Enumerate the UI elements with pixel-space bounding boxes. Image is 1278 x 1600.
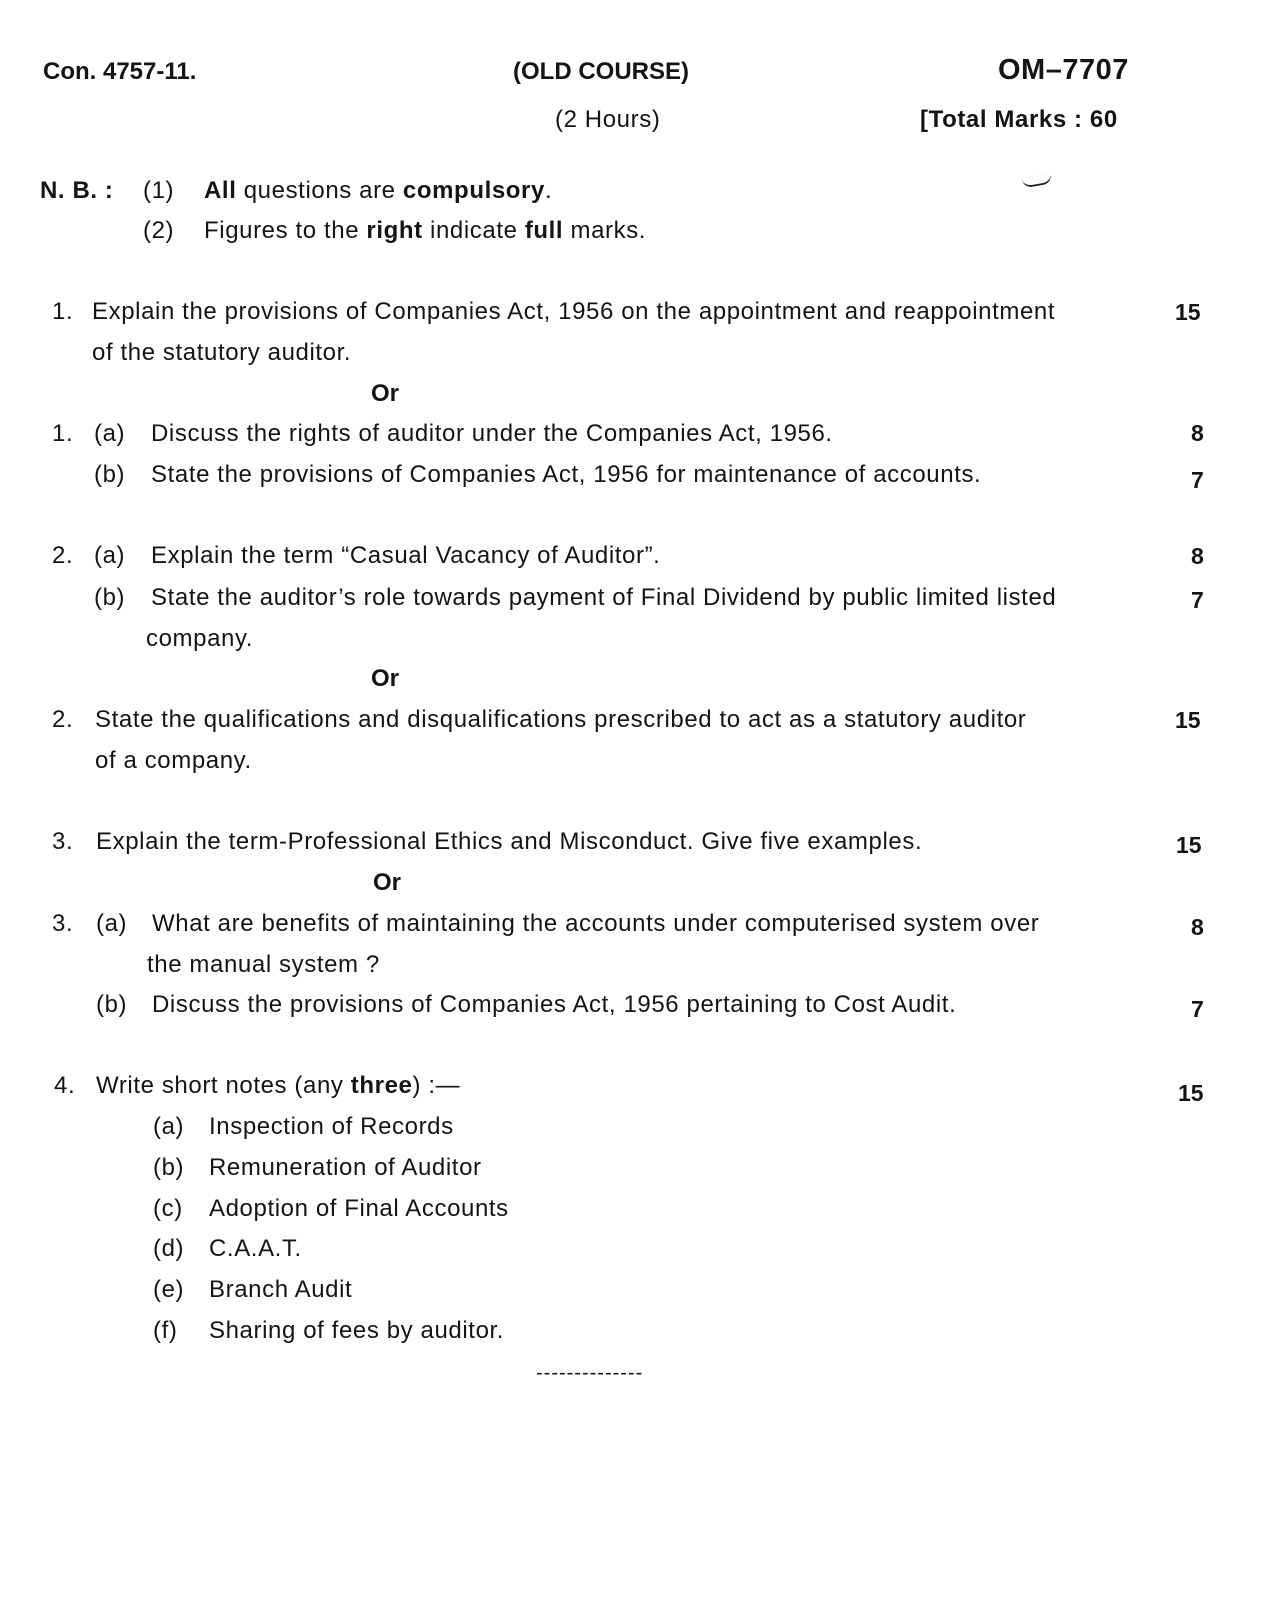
q3a-marks: 8: [1191, 914, 1204, 940]
q4-item-text: Remuneration of Auditor: [209, 1154, 482, 1181]
q4-item-label: (b): [153, 1154, 185, 1181]
note-num: (1): [143, 177, 175, 204]
q2a-marks: 8: [1191, 543, 1204, 569]
q1a-marks: 8: [1191, 420, 1204, 446]
q1b-text: State the provisions of Companies Act, 1956 for maintenance of accounts.: [151, 461, 982, 488]
q4-intro-text: ) :—: [412, 1072, 461, 1099]
q1b-marks: 7: [1191, 467, 1204, 493]
q4-item-label: (f): [153, 1317, 178, 1344]
q1-text: Explain the provisions of Companies Act, 1956 on the appointment and reappointment: [92, 298, 1056, 325]
q2a-text: Explain the term “Casual Vacancy of Auditor”.: [151, 542, 661, 569]
q2b-text: State the auditor’s role towards payment of Final Dividend by public limited listed: [151, 584, 1057, 611]
nb-label: N. B. :: [40, 177, 114, 204]
duration: (2 Hours): [555, 106, 661, 133]
q1a-label: (a): [94, 420, 126, 447]
end-of-paper-divider: --------------: [536, 1362, 644, 1384]
q3b-marks: 7: [1191, 996, 1204, 1022]
or-divider: Or: [373, 869, 402, 896]
q2b-marks: 7: [1191, 587, 1204, 613]
note-text: Figures to the: [204, 217, 367, 244]
note-text: right: [366, 217, 423, 244]
q4-item-label: (e): [153, 1276, 185, 1303]
q3a-text: What are benefits of maintaining the accounts under computerised system over: [152, 910, 1040, 937]
q4-item-text: Branch Audit: [209, 1276, 353, 1303]
q3-text: Explain the term-Professional Ethics and Misconduct. Give five examples.: [96, 828, 923, 855]
q3b-label: (b): [96, 991, 128, 1018]
q4-item-label: (a): [153, 1113, 185, 1140]
note-text: compulsory: [402, 177, 545, 204]
q2a-label: (a): [94, 542, 126, 569]
note-text: questions are: [236, 177, 403, 204]
q1-alt-number: 1.: [52, 420, 74, 447]
q1-text-cont: of the statutory auditor.: [92, 339, 352, 366]
q1-marks: 15: [1175, 299, 1201, 325]
q3a-label: (a): [96, 910, 128, 937]
con-number: Con. 4757-11.: [43, 58, 197, 85]
q2b-label: (b): [94, 584, 126, 611]
pen-mark-icon: [1021, 173, 1052, 188]
q4-item-label: (d): [153, 1235, 185, 1262]
or-divider: Or: [371, 380, 400, 407]
q3b-text: Discuss the provisions of Companies Act, 1956 pertaining to Cost Audit.: [152, 991, 957, 1018]
q4-marks: 15: [1178, 1080, 1204, 1106]
course-label: (OLD COURSE): [513, 58, 689, 85]
q3-number: 3.: [52, 828, 74, 855]
or-divider: Or: [371, 665, 400, 692]
q4-item-text: Adoption of Final Accounts: [209, 1195, 509, 1222]
q4-intro-bold: three: [350, 1072, 413, 1099]
q2-alt-marks: 15: [1175, 707, 1201, 733]
note-text: .: [544, 177, 553, 204]
paper-code: OM–7707: [998, 54, 1129, 86]
q2-alt-text: State the qualifications and disqualifications prescribed to act as a statutory auditor: [95, 706, 1027, 733]
note-1: [204, 177, 552, 205]
note-2: [204, 217, 646, 245]
q1a-text: Discuss the rights of auditor under the Companies Act, 1956.: [151, 420, 833, 447]
q4-item-text: Sharing of fees by auditor.: [209, 1317, 505, 1344]
note-text: indicate: [422, 217, 525, 244]
note-text: All: [204, 177, 237, 204]
q2-alt-number: 2.: [52, 706, 74, 733]
total-marks: [Total Marks : 60: [920, 106, 1118, 133]
q2-number: 2.: [52, 542, 74, 569]
q3-marks: 15: [1176, 832, 1202, 858]
q2b-text-cont: company.: [146, 625, 254, 652]
q4-item-label: (c): [153, 1195, 183, 1222]
q1-number: 1.: [52, 298, 74, 325]
q4-intro-text: Write short notes (any: [96, 1072, 351, 1099]
q3-alt-number: 3.: [52, 910, 74, 937]
q4-item-text: C.A.A.T.: [209, 1235, 302, 1262]
q1b-label: (b): [94, 461, 126, 488]
q4-number: 4.: [54, 1072, 76, 1099]
note-text: marks.: [563, 217, 647, 244]
note-text: full: [524, 217, 564, 244]
q4-item-text: Inspection of Records: [209, 1113, 454, 1140]
q2-alt-text-cont: of a company.: [95, 747, 252, 774]
note-num: (2): [143, 217, 175, 244]
q3a-text-cont: the manual system ?: [147, 951, 380, 978]
q4-intro: [96, 1072, 460, 1100]
